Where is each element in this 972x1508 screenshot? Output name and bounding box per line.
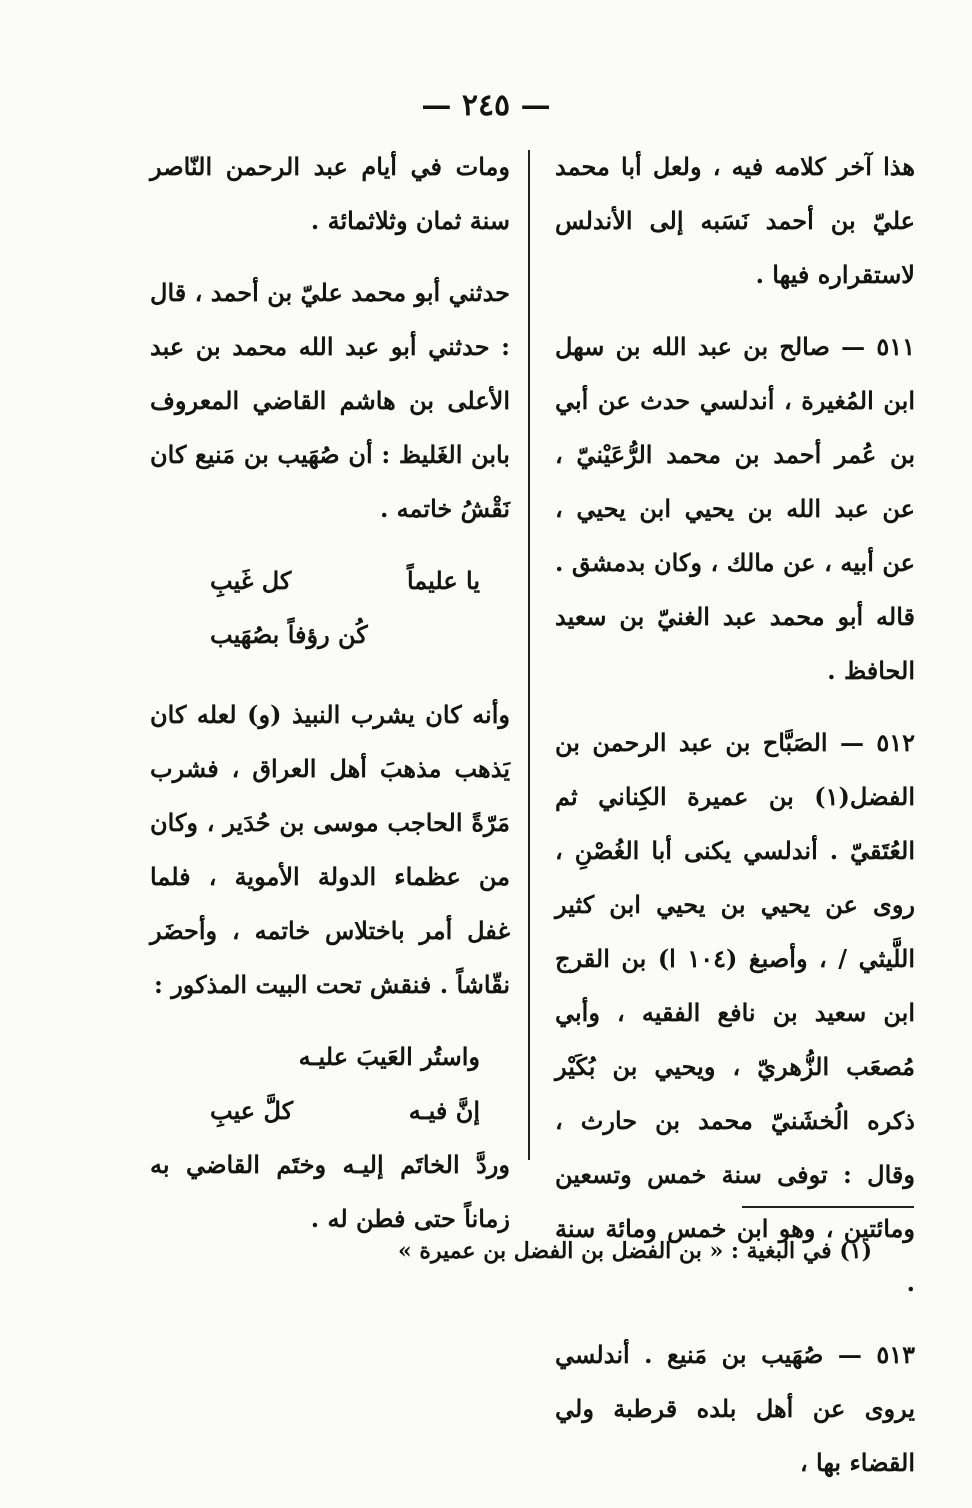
- entry-511: ٥١١ — صالح بن عبد الله بن سهل ابن المُغيرة ، أندلسي حدث عن أبي بن عُمر أحمد بن محمد الرُّعَيْنيّ ، عن عبد الله بن يحيي ابن يحيي ، عن أبيه ، عن مالك ، وكان بدمشق . قاله أبو محمد عبد الغنيّ بن سعيد الحافظ .: [555, 332, 915, 685]
- verse-hemistich: إنَّ فيـه: [408, 1096, 480, 1125]
- verse-line: [150, 608, 510, 662]
- verse-line: [150, 554, 510, 608]
- verse-hemistich: يا عليماً: [406, 566, 480, 595]
- footnote-rule: [742, 1206, 914, 1208]
- verse-hemistich: واستُر العَيبَ عليـه: [298, 1042, 480, 1071]
- verse-hemistich: كُن رؤفاً بصُهَيب: [210, 620, 368, 649]
- paragraph: ومات في أيام عبد الرحمن النّاصر سنة ثمان وثلاثمائة .: [150, 152, 510, 235]
- page-number: — ٢٤٥ —: [421, 88, 551, 123]
- paragraph: هذا آخر كلامه فيه ، ولعل أبا محمد عليّ بن أحمد نَسَبه إلى الأندلس لاستقراره فيها .: [555, 152, 915, 289]
- verse-line: [150, 1084, 510, 1138]
- verse-hemistich: كل غَيبِ: [210, 566, 292, 595]
- right-column: [555, 140, 915, 1508]
- entry-512: ٥١٢ — الصَبَّاح بن عبد الرحمن بن الفضل(١) بن عميرة الكِناني ثم العُتَقيّ . أندلسي يكنى أبا الغُصْنِ ، روى عن يحيي بن يحيي ابن كثير اللَّيثي / ، وأصبغ (١٠٤ ا) بن القرج ابن سعيد بن نافع الفقيه ، وأبي مُصعَب الزُّهريّ ، ويحيي بن بُكَيْر ذكره الُخشَنيّ محمد بن حارث ، وقال : توفى سنة خمس وتسعين ومائتين ، وهو ابن خمس ومائة سنة .: [555, 728, 915, 1297]
- entry-513: ٥١٣ — صُهَيب بن مَنيع . أندلسي يروى عن أهل بلده قرطبة ولي القضاء بها ،: [555, 1340, 915, 1477]
- verse-hemistich: كلَّ عيبِ: [210, 1096, 294, 1125]
- paragraph: وأنه كان يشرب النبيذ (و) لعله كان يَذهب مذهبَ أهل العراق ، فشرب مَرّةً الحاجب موسى بن حُدَير ، وكان من عظماء الدولة الأموية ، فلما غفل أمر باختلاس خاتمه ، وأحضَر نقّاشاً . فنقش تحت البيت المذكور :: [150, 700, 510, 999]
- paragraph: حدثني أبو محمد عليّ بن أحمد ، قال : حدثني أبو عبد الله محمد بن عبد الأعلى بن هاشم القاضي المعروف بابن الغَليظ : أن صُهَيب بن مَنيع كان نَقْشُ خاتمه .: [150, 278, 510, 523]
- column-divider: [528, 150, 530, 1160]
- footnote: (١) في البغية : « بن الفضل بن الفضل بن عميرة »: [397, 1238, 872, 1264]
- verse-line: [150, 1030, 510, 1084]
- left-column: [150, 140, 510, 1264]
- paragraph: وردَّ الخاتَم إليـه وختَم القاضي به زماناً حتى فطن له .: [150, 1150, 510, 1233]
